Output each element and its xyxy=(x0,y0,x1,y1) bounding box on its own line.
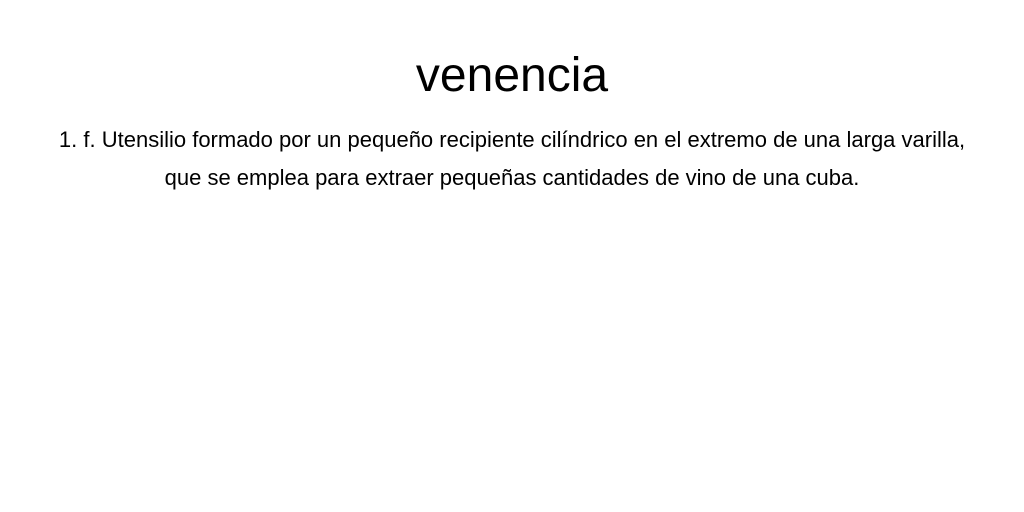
definition-number: 1. xyxy=(58,127,78,152)
definition-1 xyxy=(47,121,977,197)
headword: venencia xyxy=(415,49,609,102)
definition-text: Utensilio formado por un pequeño recipiente cilíndrico en el extremo de una larga varilla, que se emplea para extraer pequeñas cantidades de vino de una cuba. xyxy=(101,127,966,190)
grammatical-category: f. xyxy=(83,127,96,152)
